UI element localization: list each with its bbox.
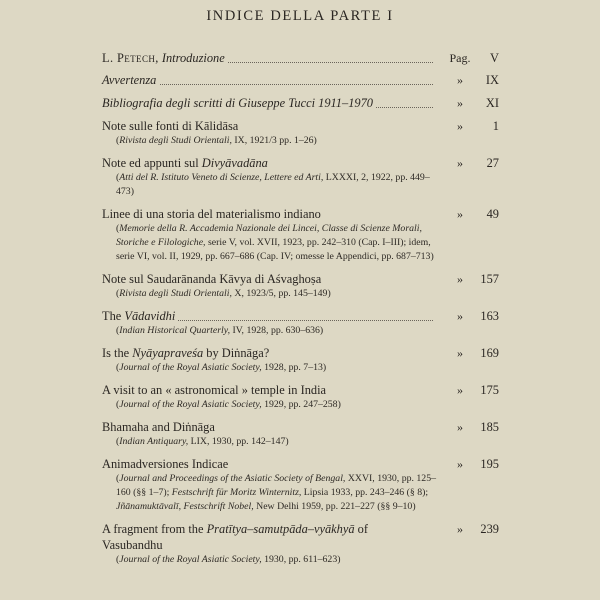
ditto-marker: » [457, 207, 463, 221]
entry-title: Bibliografia degli scritti di Giuseppe Tucci 1911–1970 [102, 95, 441, 111]
ditto-marker: » [457, 309, 463, 323]
toc-entry-kalidasa [102, 118, 499, 148]
ditto-marker: » [457, 346, 463, 360]
entry-title: The Vādavidhi [102, 308, 441, 324]
pag-label: Pag. [449, 51, 471, 65]
ditto-marker: » [457, 272, 463, 286]
page-number: 27 [486, 156, 499, 170]
page-number: 157 [480, 272, 499, 286]
entry-author: L. Petech, [102, 51, 159, 65]
page-number: 169 [480, 346, 499, 360]
toc-entry-nyayapravesa [102, 345, 499, 375]
page-number: IX [485, 73, 499, 87]
entry-source: (Memorie della R. Accademia Nazionale dei Lincei, Classe di Scienze Morali, Storiche e Filologiche, serie V, vol. XVII, 1923, pp. 242–310 (Cap. I–III); idem, serie VI, vol. II, 1929, pp. 667–686 (Cap. IV; omesse le Appendici, pp. 687–713) [116, 223, 434, 262]
ditto-marker: » [457, 156, 463, 170]
toc-entry-saudarananda [102, 271, 499, 301]
page-number: XI [485, 96, 499, 110]
entry-source: (Atti del R. Istituto Veneto di Scienze, Lettere ed Arti, LXXXI, 2, 1922, pp. 449–473) [116, 172, 430, 197]
toc-entry-pratitya-samutpada [102, 521, 499, 567]
entry-source: (Rivista degli Studi Orientali, IX, 1921/3 pp. 1–26) [116, 135, 317, 146]
entry-title: A fragment from the Pratītya–samutpāda–vyākhyā of Vasubandhu [102, 522, 368, 552]
toc-entry-avvertenza [102, 72, 499, 88]
entry-title: Is the Nyāyapraveśa by Diṅnāga? [102, 345, 441, 361]
page-heading: INDICE DELLA PARTE I [206, 8, 394, 24]
ditto-marker: » [457, 420, 463, 434]
page-number: V [490, 51, 499, 65]
toc-entry-introduzione [102, 50, 499, 66]
entry-title: Bhamaha and Diṅnāga [102, 419, 441, 435]
toc-entry-materialismo [102, 206, 499, 264]
toc-entry-animadversiones [102, 456, 499, 514]
entry-title [102, 50, 441, 66]
entry-source: (Journal of the Royal Asiatic Society, 1929, pp. 247–258) [116, 399, 341, 410]
entry-source: (Journal of the Royal Asiatic Society, 1930, pp. 611–623) [116, 554, 341, 565]
page-number: 163 [480, 309, 499, 323]
entry-source: (Rivista degli Studi Orientali, X, 1923/5, pp. 145–149) [116, 288, 331, 299]
page-number: 1 [492, 119, 499, 133]
toc-entry-astronomical-temple [102, 382, 499, 412]
entry-title: Note sul Saudarānanda Kāvya di Aśvaghoṣa [102, 271, 441, 287]
entry-source: (Journal of the Royal Asiatic Society, 1928, pp. 7–13) [116, 362, 327, 373]
entry-title: Avvertenza [102, 72, 441, 88]
page-number: 239 [480, 522, 499, 536]
page-number: 49 [486, 207, 499, 221]
toc-entry-bhamaha [102, 419, 499, 449]
entry-title: Note ed appunti sul Divyāvadāna [102, 155, 441, 171]
ditto-marker: » [457, 522, 463, 536]
entry-source: (Indian Historical Quarterly, IV, 1928, pp. 630–636) [116, 325, 324, 336]
entry-title: A visit to an « astronomical » temple in India [102, 382, 441, 398]
entry-title: Animadversiones Indicae [102, 456, 441, 472]
page-number: 195 [480, 457, 499, 471]
entry-source: (Journal and Proceedings of the Asiatic Society of Bengal, XXVI, 1930, pp. 125–160 (§§ 1–7); Festschrift für Moritz Winternitz, Lipsia 1933, pp. 243–246 (§ 8); Jñānamuktāvalī, Festschrift Nobel, New Delhi 1959, pp. 221–227 (§§ 9–10) [116, 473, 436, 512]
ditto-marker: » [457, 73, 463, 87]
toc-entry-bibliografia [102, 95, 499, 111]
ditto-marker: » [457, 119, 463, 133]
table-of-contents [102, 50, 499, 574]
entry-title: Note sulle fonti di Kālidāsa [102, 118, 441, 134]
ditto-marker: » [457, 383, 463, 397]
entry-title: Linee di una storia del materialismo indiano [102, 206, 441, 222]
toc-entry-divyavadana [102, 155, 499, 199]
toc-entry-vadavidhi [102, 308, 499, 338]
page-number: 175 [480, 383, 499, 397]
entry-title-text: Introduzione [161, 51, 225, 65]
entry-source: (Indian Antiquary, LIX, 1930, pp. 142–147) [116, 436, 289, 447]
page-number: 185 [480, 420, 499, 434]
ditto-marker: » [457, 457, 463, 471]
ditto-marker: » [457, 96, 463, 110]
